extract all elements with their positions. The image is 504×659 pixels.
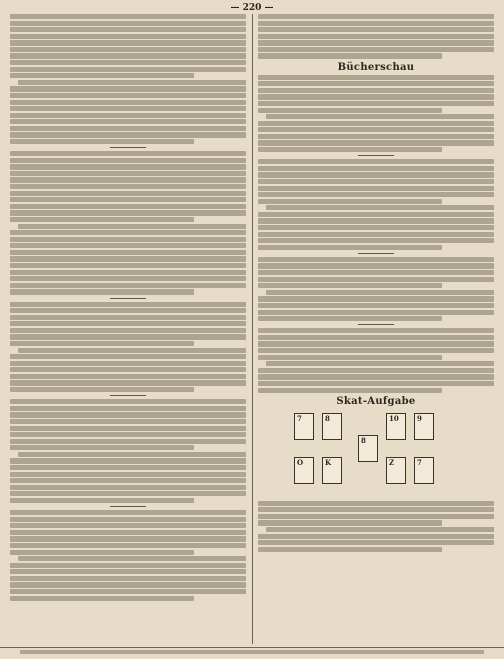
text-line	[258, 218, 494, 223]
right-column-book-reviews	[258, 75, 494, 393]
text-line	[10, 576, 246, 581]
text-line	[258, 245, 442, 250]
text-line	[10, 334, 246, 339]
card-rank: 9	[417, 413, 422, 423]
skat-card	[294, 413, 314, 440]
text-line	[10, 354, 246, 359]
text-line	[10, 406, 246, 411]
text-line	[258, 172, 494, 177]
text-line	[10, 498, 194, 503]
text-line	[10, 289, 194, 294]
text-line	[10, 217, 194, 222]
card-rank: 7	[297, 413, 302, 423]
text-line	[10, 341, 194, 346]
text-line	[10, 106, 246, 111]
text-line	[10, 67, 246, 72]
text-line	[10, 230, 246, 235]
text-line	[10, 478, 246, 483]
text-line	[258, 186, 494, 191]
text-line	[10, 119, 246, 124]
text-line	[10, 100, 246, 105]
text-line	[258, 277, 494, 282]
text-line	[10, 302, 246, 307]
text-line	[10, 243, 246, 248]
text-line	[258, 134, 494, 139]
text-line	[258, 310, 494, 315]
text-line	[10, 158, 246, 163]
text-line	[10, 263, 246, 268]
right-column-top-text	[258, 14, 494, 59]
text-line	[258, 374, 494, 379]
skat-card	[322, 457, 342, 484]
text-line	[258, 27, 494, 32]
text-line	[10, 550, 194, 555]
text-line	[10, 34, 246, 39]
article-separator	[110, 506, 146, 507]
column-divider	[252, 14, 253, 644]
text-line	[10, 132, 246, 137]
text-line	[10, 270, 246, 275]
text-line	[10, 276, 246, 281]
text-line	[258, 94, 494, 99]
text-line	[258, 368, 494, 373]
text-line	[10, 27, 246, 32]
text-line	[266, 361, 494, 366]
skat-card	[294, 457, 314, 484]
card-rank: K	[325, 457, 332, 467]
text-line	[10, 126, 246, 131]
text-line	[258, 263, 494, 268]
text-line	[10, 197, 246, 202]
text-line	[10, 491, 246, 496]
text-line	[10, 308, 246, 313]
text-line	[10, 589, 246, 594]
text-line	[258, 140, 494, 145]
text-line	[258, 225, 494, 230]
text-line	[10, 367, 246, 372]
text-line	[10, 458, 246, 463]
text-line	[10, 517, 246, 522]
text-line	[258, 21, 494, 26]
text-line	[258, 34, 494, 39]
text-line	[10, 139, 194, 144]
text-line	[10, 47, 246, 52]
text-line	[258, 547, 442, 552]
text-line	[10, 582, 246, 587]
text-line	[10, 563, 246, 568]
text-line	[10, 151, 246, 156]
left-column	[10, 14, 246, 644]
skat-card	[414, 457, 434, 484]
page-number: — 220 —	[230, 3, 274, 13]
article-separator	[110, 147, 146, 148]
right-column-puzzle-text	[258, 501, 494, 552]
text-line	[10, 21, 246, 26]
text-line	[258, 270, 494, 275]
text-line	[10, 380, 246, 385]
text-line	[258, 520, 442, 525]
text-line	[10, 93, 246, 98]
text-line	[258, 283, 442, 288]
text-line	[258, 540, 494, 545]
text-line	[258, 88, 494, 93]
text-line	[18, 80, 246, 85]
skat-card	[386, 457, 406, 484]
text-line	[10, 283, 246, 288]
text-line	[10, 328, 246, 333]
text-line	[258, 501, 494, 506]
text-line	[258, 348, 494, 353]
card-rank: O	[297, 457, 304, 467]
text-line	[10, 569, 246, 574]
text-line	[10, 485, 246, 490]
text-line	[10, 40, 246, 45]
text-line	[258, 75, 494, 80]
text-line	[10, 204, 246, 209]
text-line	[258, 108, 442, 113]
text-line	[10, 184, 246, 189]
text-line	[258, 212, 494, 217]
text-line	[10, 426, 246, 431]
text-line	[18, 556, 246, 561]
publisher-imprint-line	[0, 647, 504, 657]
text-line	[10, 374, 246, 379]
text-line	[258, 127, 494, 132]
text-line	[10, 412, 246, 417]
text-line	[258, 316, 442, 321]
text-line	[258, 199, 442, 204]
text-line	[258, 192, 494, 197]
text-line	[10, 543, 246, 548]
text-line	[10, 177, 246, 182]
text-line	[258, 534, 494, 539]
text-line	[258, 296, 494, 301]
text-line	[258, 514, 494, 519]
text-line	[10, 530, 246, 535]
text-line	[258, 232, 494, 237]
text-line	[18, 452, 246, 457]
text-line	[258, 14, 494, 19]
text-line	[10, 210, 246, 215]
skat-card	[386, 413, 406, 440]
text-line	[258, 257, 494, 262]
text-line	[10, 432, 246, 437]
section-heading-buecherschau: Bücherschau	[337, 61, 415, 73]
text-line	[258, 179, 494, 184]
text-line	[10, 445, 194, 450]
article-separator	[358, 324, 394, 325]
text-line	[10, 596, 194, 601]
text-line	[10, 191, 246, 196]
text-line	[258, 238, 494, 243]
text-line	[258, 388, 442, 393]
text-line	[266, 290, 494, 295]
text-line	[10, 256, 246, 261]
text-line	[266, 205, 494, 210]
text-line	[10, 536, 246, 541]
text-line	[10, 171, 246, 176]
text-line	[258, 147, 442, 152]
text-line	[10, 315, 246, 320]
card-rank: 8	[361, 435, 366, 445]
skat-card	[358, 435, 378, 462]
text-line	[10, 439, 246, 444]
text-line	[10, 510, 246, 515]
text-line	[10, 53, 246, 58]
text-line	[10, 321, 246, 326]
article-separator	[110, 298, 146, 299]
article-separator	[358, 155, 394, 156]
text-line	[10, 237, 246, 242]
skat-card	[322, 413, 342, 440]
text-line	[258, 81, 494, 86]
text-line	[266, 527, 494, 532]
article-separator	[358, 253, 394, 254]
text-line	[266, 114, 494, 119]
card-rank: 7	[417, 457, 422, 467]
text-line	[258, 355, 442, 360]
section-heading-skat: Skat-Aufgabe	[336, 395, 416, 407]
text-line	[10, 419, 246, 424]
text-line	[10, 472, 246, 477]
text-line	[258, 507, 494, 512]
text-line	[258, 303, 494, 308]
skat-cards-diagram	[258, 409, 494, 499]
text-line	[10, 523, 246, 528]
text-line	[10, 60, 246, 65]
text-line	[18, 224, 246, 229]
text-line	[258, 121, 494, 126]
text-line	[10, 250, 246, 255]
text-line	[258, 341, 494, 346]
text-line	[258, 166, 494, 171]
text-line	[10, 361, 246, 366]
text-line	[10, 113, 246, 118]
text-line	[258, 53, 442, 58]
text-line	[258, 47, 494, 52]
text-line	[10, 73, 194, 78]
right-column	[258, 14, 494, 644]
text-line	[258, 159, 494, 164]
card-rank: 10	[389, 413, 399, 423]
text-line	[18, 348, 246, 353]
text-line	[258, 101, 494, 106]
article-columns	[10, 14, 494, 644]
text-line	[10, 164, 246, 169]
text-line	[10, 465, 246, 470]
text-line	[10, 86, 246, 91]
text-line	[258, 40, 494, 45]
card-rank: 8	[325, 413, 330, 423]
text-line	[258, 381, 494, 386]
text-line	[10, 399, 246, 404]
card-rank: Z	[389, 457, 395, 467]
text-line	[10, 387, 194, 392]
skat-card	[414, 413, 434, 440]
text-line	[10, 14, 246, 19]
text-line	[258, 328, 494, 333]
text-line	[258, 335, 494, 340]
article-separator	[110, 395, 146, 396]
